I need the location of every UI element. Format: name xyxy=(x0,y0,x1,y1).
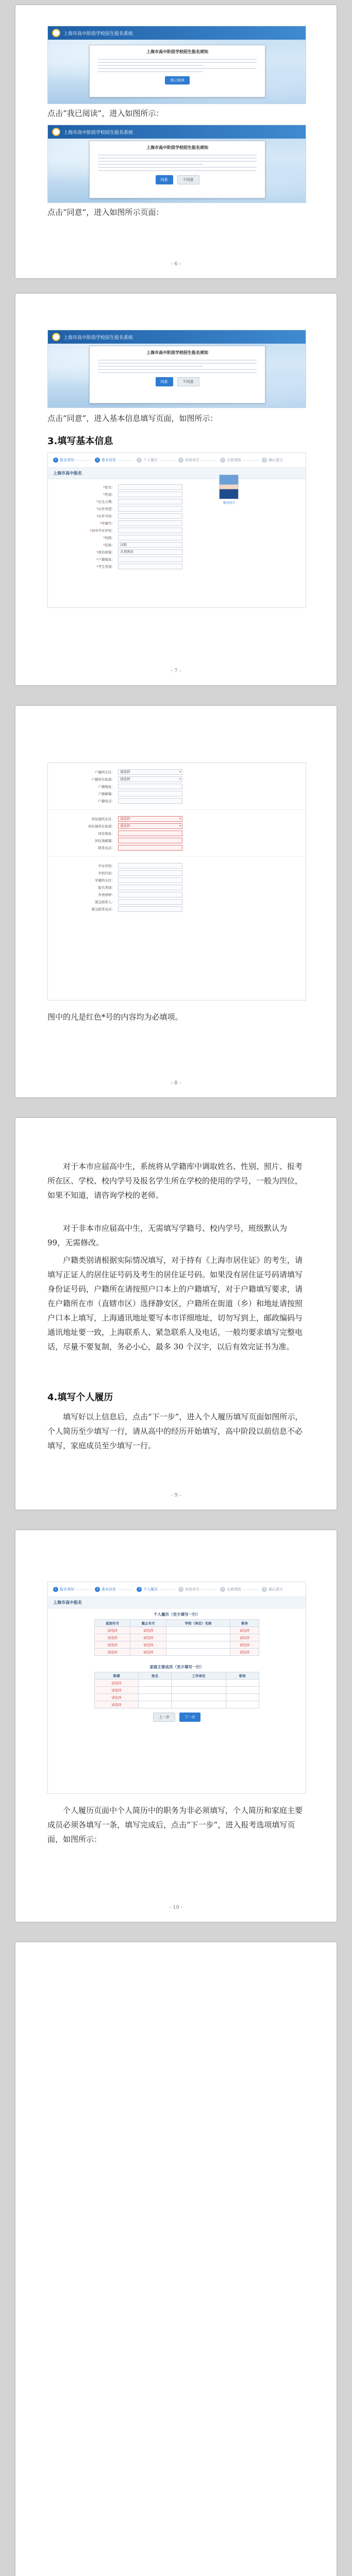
step-item: 2 基本信息 xyxy=(95,457,133,463)
field-input[interactable] xyxy=(118,484,182,490)
required-mark: * xyxy=(103,543,105,547)
field-input[interactable] xyxy=(118,556,182,562)
field-label-text: 证件号码： xyxy=(98,514,115,518)
household-group xyxy=(48,763,306,810)
field-input[interactable] xyxy=(118,784,182,789)
step-item: 6 确认提交 xyxy=(262,1587,300,1592)
table-cell-input[interactable] xyxy=(166,1634,230,1641)
field-input[interactable] xyxy=(118,885,182,890)
system-logo-icon xyxy=(52,29,60,37)
text-line xyxy=(98,360,257,361)
field-input[interactable] xyxy=(118,845,182,851)
residence-group xyxy=(48,810,306,857)
text-line xyxy=(98,71,203,72)
step-item: 3 个人履历 xyxy=(137,457,175,463)
dialog-title: 上海市高中阶段学校招生报名须知 xyxy=(146,350,208,355)
table-cell-input[interactable] xyxy=(138,1694,171,1701)
page-number: - 10 - xyxy=(169,1905,183,1910)
paragraph: 填写好以上信息后，点击“下一步”，进入个人履历填写页面如图所示，个人简历至少填写一行，请从高中的经历开始填写，高中阶段以前信息不必填写，家庭成员至少填写一行。 xyxy=(47,1412,303,1450)
table-cell-input[interactable]: 请选择 xyxy=(130,1649,166,1656)
field-label xyxy=(53,514,118,518)
system-header xyxy=(48,125,306,139)
field-input[interactable] xyxy=(118,791,182,796)
table-cell-input[interactable]: 请选择 xyxy=(230,1627,259,1634)
form-row xyxy=(48,512,306,519)
text-line xyxy=(98,68,257,69)
form-row xyxy=(48,876,306,884)
column-header: 起始年月 xyxy=(95,1620,130,1627)
system-logo-icon xyxy=(52,333,60,341)
field-input[interactable] xyxy=(118,838,182,843)
field-label xyxy=(53,863,118,868)
field-label xyxy=(53,784,118,789)
field-input[interactable] xyxy=(118,492,182,497)
table-cell-input[interactable] xyxy=(226,1687,259,1694)
step-item: 1 报名须知 xyxy=(53,457,92,463)
screenshot-agree xyxy=(47,125,306,203)
form-row xyxy=(48,790,306,797)
form-row xyxy=(48,498,306,505)
table-row xyxy=(95,1687,259,1694)
field-label xyxy=(53,506,118,511)
field-label xyxy=(53,777,118,782)
field-label xyxy=(53,831,118,836)
text-line xyxy=(98,155,257,156)
table-cell-input[interactable]: 请选择 xyxy=(230,1641,259,1649)
field-label-text: 报名类别： xyxy=(98,885,115,890)
table-row xyxy=(95,1694,259,1701)
table-cell-input[interactable] xyxy=(172,1694,226,1701)
field-label-text: 毕业学校： xyxy=(98,863,115,868)
table-cell-input[interactable] xyxy=(226,1694,259,1701)
document-page-9 xyxy=(15,1118,337,1510)
field-input[interactable] xyxy=(118,892,182,897)
table-row xyxy=(95,1649,259,1656)
required-mark: * xyxy=(90,528,92,533)
field-input[interactable]: 共青团员 xyxy=(118,549,182,555)
field-input[interactable]: 请选择 ▾ xyxy=(118,816,182,822)
field-label-text: 户籍地址： xyxy=(98,557,115,562)
screenshot-basic-info xyxy=(47,452,306,608)
field-label-text: 居住地址： xyxy=(98,831,115,836)
table-cell-input[interactable]: 请选择 xyxy=(230,1649,259,1656)
basic-form-rows xyxy=(48,479,306,570)
field-label-text: 外语语种： xyxy=(98,892,115,897)
table-cell-input[interactable]: 请选择 xyxy=(230,1634,259,1641)
field-label-text: 居住地邮编： xyxy=(95,838,115,843)
form-row xyxy=(48,891,306,898)
required-mark: * xyxy=(96,550,98,554)
field-label xyxy=(53,878,118,883)
form-row xyxy=(48,519,306,527)
form-row xyxy=(48,815,306,822)
disagree-button[interactable]: 不同意 xyxy=(177,175,199,184)
field-label-text: 紧急联系电话： xyxy=(91,907,115,911)
field-label xyxy=(53,871,118,875)
text-line xyxy=(98,59,257,60)
document-page-8 xyxy=(15,706,337,1097)
system-title: 上海市高中阶段学校招生报名系统 xyxy=(63,335,133,341)
page-number: - 7 - xyxy=(171,668,181,674)
text-line xyxy=(98,369,257,370)
table-cell-input[interactable] xyxy=(172,1687,226,1694)
field-label-text: 户籍所在区： xyxy=(95,770,115,774)
text-line xyxy=(98,167,257,168)
table-cell-input[interactable]: 请选择 xyxy=(130,1634,166,1641)
table-cell-input[interactable]: 请选择 xyxy=(95,1634,130,1641)
form-row xyxy=(48,783,306,790)
table-cell-input[interactable]: 请选择 xyxy=(130,1641,166,1649)
field-label xyxy=(53,543,118,547)
required-mark: * xyxy=(103,485,105,489)
field-label-text: 联系电话： xyxy=(98,845,115,850)
field-input[interactable]: 请选择 ▾ xyxy=(118,769,182,775)
read-button[interactable]: 我已阅读 xyxy=(165,76,190,84)
table-cell-input[interactable] xyxy=(166,1641,230,1649)
form-row xyxy=(48,898,306,905)
table-caption: 个人履历（至少填写一行） xyxy=(154,1612,200,1617)
document-page-10 xyxy=(15,1530,337,1922)
field-label-text: 学籍所在区： xyxy=(95,878,115,883)
table-header-row xyxy=(95,1620,259,1627)
caption: 点击“同意”，进入如图所示页面： xyxy=(47,208,164,217)
caption: 点击“同意”，进入基本信息填写页面，如图所示： xyxy=(47,414,218,423)
field-input[interactable] xyxy=(118,528,182,533)
form-row xyxy=(48,490,306,498)
step-item: 6 确认提交 xyxy=(262,457,300,463)
field-label-text: 证件类型： xyxy=(98,506,115,511)
student-photo xyxy=(219,474,239,499)
table-cell-input[interactable] xyxy=(226,1680,259,1687)
field-label xyxy=(53,791,118,796)
page-number: - 9 - xyxy=(171,1493,181,1498)
table-header-row xyxy=(95,1672,259,1680)
step-item: 5 志愿填报 xyxy=(220,457,259,463)
text-line xyxy=(98,170,257,171)
required-mark: * xyxy=(96,499,98,504)
table-cell-input[interactable]: 请选择 xyxy=(95,1649,130,1656)
column-header: 职务 xyxy=(230,1620,259,1627)
field-label-text: 考生类别： xyxy=(98,564,115,569)
system-title: 上海市高中阶段学校招生报名系统 xyxy=(63,31,133,37)
field-input[interactable] xyxy=(118,513,182,519)
form-row xyxy=(48,541,306,548)
text-line xyxy=(98,164,203,165)
required-mark: * xyxy=(96,506,98,511)
screenshot-agree-2 xyxy=(47,330,306,408)
field-input[interactable] xyxy=(118,520,182,526)
required-mark: * xyxy=(96,514,98,518)
column-header: 工作单位 xyxy=(172,1672,226,1680)
text-line xyxy=(98,372,257,373)
form-row xyxy=(48,563,306,570)
caption: 点击“我已阅读”，进入如图所示： xyxy=(47,109,164,118)
table-cell-input[interactable]: 请选择 xyxy=(95,1701,139,1708)
step-item: 1 报名须知 xyxy=(53,1587,92,1592)
document-page-7 xyxy=(15,294,337,685)
agree-button[interactable]: 同意 xyxy=(156,175,173,184)
table-row xyxy=(95,1634,259,1641)
table-cell-input[interactable] xyxy=(138,1680,171,1687)
field-input[interactable] xyxy=(118,798,182,804)
form-row xyxy=(48,775,306,783)
field-label xyxy=(53,892,118,897)
form-row xyxy=(48,822,306,829)
field-input[interactable]: 请选择 ▾ xyxy=(118,776,182,782)
family-table xyxy=(94,1672,259,1708)
system-title: 上海市高中阶段学校招生报名系统 xyxy=(63,130,133,135)
screenshot-resume xyxy=(47,1582,306,1794)
dialog-title: 上海市高中阶段学校招生报名须知 xyxy=(146,49,208,54)
required-mark: * xyxy=(99,521,102,526)
field-label-text: 居住地所在区： xyxy=(91,817,115,821)
document-page-6 xyxy=(15,5,337,278)
form-row xyxy=(48,555,306,563)
field-label-text: 学校代码： xyxy=(98,871,115,875)
document-page-blank xyxy=(15,1942,337,2576)
agree-dialog xyxy=(89,346,265,403)
field-label xyxy=(53,838,118,843)
field-input[interactable] xyxy=(118,831,182,836)
text-line xyxy=(98,62,257,63)
table-cell-input[interactable]: 请选择 xyxy=(130,1627,166,1634)
form-row xyxy=(48,527,306,534)
form-row xyxy=(48,797,306,804)
text-line xyxy=(98,363,257,364)
text-line xyxy=(98,161,257,162)
required-mark: * xyxy=(96,557,98,562)
field-label-text: 紧急联系人： xyxy=(95,900,115,904)
step-item: 5 志愿填报 xyxy=(220,1587,259,1592)
field-label xyxy=(53,521,118,526)
form-footer xyxy=(48,1708,306,1726)
field-input[interactable] xyxy=(118,877,182,883)
field-label-text: 户籍地址： xyxy=(98,784,115,789)
paragraph: 户籍类别请根据实际情况填写，对于持有《上海市居住证》的考生，请填写正证人的居住证号码及考生的居住证号码。如果没有居住证号码请填写身份证号码，户籍所在请按照户口本上的户籍填写，对于户籍填写要求，请在户籍所在市（直辖市区）选择静安区，户籍所在街道（乡）和地址请按照户口本上填写，上海通讯地址要写本市详细地址，切勿写到上，邮政编码与通讯地址要一致，上海联系人、紧急联系人及电话，一般均要求填写完整电话，尽量不要复制，务必小心，最多 30 个汉字，以后有效完证书为准。 xyxy=(47,1256,303,1351)
field-label xyxy=(53,528,118,533)
field-label xyxy=(53,900,118,904)
school-group xyxy=(48,857,306,918)
paragraph: 个人履历页面中个人简历中的职务为非必须填写，个人简历和家庭主要成员必须各填写一条，填写完成后，点击“下一步”，进入报考选项填写页面，如图所示： xyxy=(47,1806,303,1844)
column-header: 职务 xyxy=(226,1672,259,1680)
caption: 图中的凡是红色*号的内容均为必填项。 xyxy=(47,1012,183,1022)
form-row xyxy=(48,829,306,837)
table-cell-input[interactable]: 请选择 xyxy=(95,1680,139,1687)
section-heading: 4.填写个人履历 xyxy=(47,1392,113,1403)
field-label xyxy=(53,492,118,497)
change-photo-link[interactable]: 修改照片 xyxy=(223,501,236,505)
step-item: 2 基本信息 xyxy=(95,1587,133,1592)
form-row xyxy=(48,768,306,775)
disagree-button[interactable]: 不同意 xyxy=(177,377,199,386)
required-mark: * xyxy=(96,564,98,569)
notice-dialog xyxy=(89,45,265,97)
field-input[interactable] xyxy=(118,863,182,869)
required-mark: * xyxy=(103,492,105,497)
table-cell-input[interactable] xyxy=(166,1627,230,1634)
field-input[interactable] xyxy=(118,499,182,504)
system-header xyxy=(48,330,306,344)
step-indicator xyxy=(48,1582,306,1597)
column-header: 姓名 xyxy=(138,1672,171,1680)
field-input[interactable] xyxy=(118,906,182,912)
field-input[interactable] xyxy=(118,535,182,540)
table-cell-input[interactable] xyxy=(138,1687,171,1694)
table-row xyxy=(95,1680,259,1687)
field-label-text: 学籍号： xyxy=(102,521,115,526)
table-row xyxy=(95,1627,259,1634)
table-cell-input[interactable]: 请选择 xyxy=(95,1687,139,1694)
agree-dialog xyxy=(89,141,265,198)
form-row xyxy=(48,548,306,555)
page-number: - 8 - xyxy=(171,1080,181,1086)
form-row xyxy=(48,505,306,512)
table-caption: 家庭主要成员（至少填写一行） xyxy=(149,1665,204,1669)
form-row xyxy=(48,483,306,490)
table-cell-input[interactable]: 请选择 xyxy=(95,1694,139,1701)
field-label xyxy=(53,907,118,911)
form-section-title: 上海市高中报名 xyxy=(48,1597,306,1608)
table-cell-input[interactable] xyxy=(138,1701,171,1708)
agree-button[interactable]: 同意 xyxy=(156,377,173,386)
form-row xyxy=(48,534,306,541)
field-input[interactable] xyxy=(118,899,182,905)
dialog-title: 上海市高中阶段学校招生报名须知 xyxy=(146,145,208,150)
field-label xyxy=(53,824,118,828)
step-indicator xyxy=(48,453,306,468)
field-label-text: 户籍邮编： xyxy=(98,791,115,796)
step-item: 4 家庭成员 xyxy=(178,1587,217,1592)
resume-table xyxy=(94,1619,259,1656)
field-input[interactable] xyxy=(118,564,182,569)
field-label xyxy=(53,564,118,569)
page-number: - 6 - xyxy=(171,261,181,267)
step-item: 4 家庭成员 xyxy=(178,457,217,463)
field-label xyxy=(53,799,118,803)
paragraph: 对于本市应届高中生，系统将从学籍库中调取姓名、性别、照片、报考所在区、学校、校内学号及报名学生所在学校的使用的学号，一般为四位，如果不知道，请咨询学校的老师。 xyxy=(47,1162,303,1200)
text-line xyxy=(98,366,203,367)
system-logo-icon xyxy=(52,128,60,136)
field-label-text: 户籍电话： xyxy=(98,799,115,803)
field-label xyxy=(53,550,118,554)
table-cell-input[interactable] xyxy=(172,1680,226,1687)
field-label xyxy=(53,485,118,489)
table-cell-input[interactable] xyxy=(226,1701,259,1708)
form-row xyxy=(48,869,306,876)
field-label xyxy=(53,885,118,890)
next-button[interactable]: 下一步 xyxy=(179,1713,200,1722)
table-cell-input[interactable] xyxy=(166,1649,230,1656)
field-label-text: 姓名： xyxy=(105,485,115,489)
prev-button[interactable]: 上一步 xyxy=(153,1713,175,1722)
form-row xyxy=(48,844,306,851)
table-row xyxy=(95,1701,259,1708)
field-label-text: 政治面貌： xyxy=(98,550,115,554)
field-label-text: 民族： xyxy=(105,543,115,547)
form-row xyxy=(48,905,306,912)
field-input[interactable]: 请选择 ▾ xyxy=(118,823,182,829)
field-label xyxy=(53,535,118,540)
field-label xyxy=(53,499,118,504)
system-header xyxy=(48,26,306,40)
column-header: 截止年月 xyxy=(130,1620,166,1627)
column-header: 学校（单位）名称 xyxy=(166,1620,230,1627)
field-label-text: 班级： xyxy=(105,535,115,540)
form-row xyxy=(48,862,306,869)
form-row xyxy=(48,884,306,891)
required-mark: * xyxy=(103,535,105,540)
field-label xyxy=(53,845,118,850)
field-label-text: 出生日期： xyxy=(98,499,115,504)
column-header: 称谓 xyxy=(95,1672,139,1680)
text-line xyxy=(98,65,203,66)
table-row xyxy=(95,1641,259,1649)
step-item: 3 个人履历 xyxy=(137,1587,175,1592)
field-input[interactable] xyxy=(118,870,182,876)
section-heading: 3.填写基本信息 xyxy=(47,436,113,447)
field-input[interactable]: 汉族 xyxy=(118,542,182,548)
field-label xyxy=(53,770,118,774)
field-label xyxy=(53,557,118,562)
field-label xyxy=(53,817,118,821)
paragraph: 对于非本市应届高中生，无需填写学籍号、校内学号，班级默认为 99，无需修改。 xyxy=(47,1224,288,1247)
field-label-text: 居住地所在街道： xyxy=(88,824,115,828)
field-input[interactable] xyxy=(118,506,182,512)
screenshot-notice xyxy=(47,26,306,104)
form-section-title: 上海市高中报名 xyxy=(48,468,306,479)
table-cell-input[interactable]: 请选择 xyxy=(95,1641,130,1649)
table-cell-input[interactable] xyxy=(172,1701,226,1708)
form-row xyxy=(48,837,306,844)
table-cell-input[interactable]: 请选择 xyxy=(95,1627,130,1634)
screenshot-address-info xyxy=(47,762,306,1001)
field-label-text: 户籍所在街道： xyxy=(91,777,115,782)
field-label-text: 初中毕业学校： xyxy=(91,528,115,533)
field-label-text: 性别： xyxy=(105,492,115,497)
text-line xyxy=(98,158,257,159)
